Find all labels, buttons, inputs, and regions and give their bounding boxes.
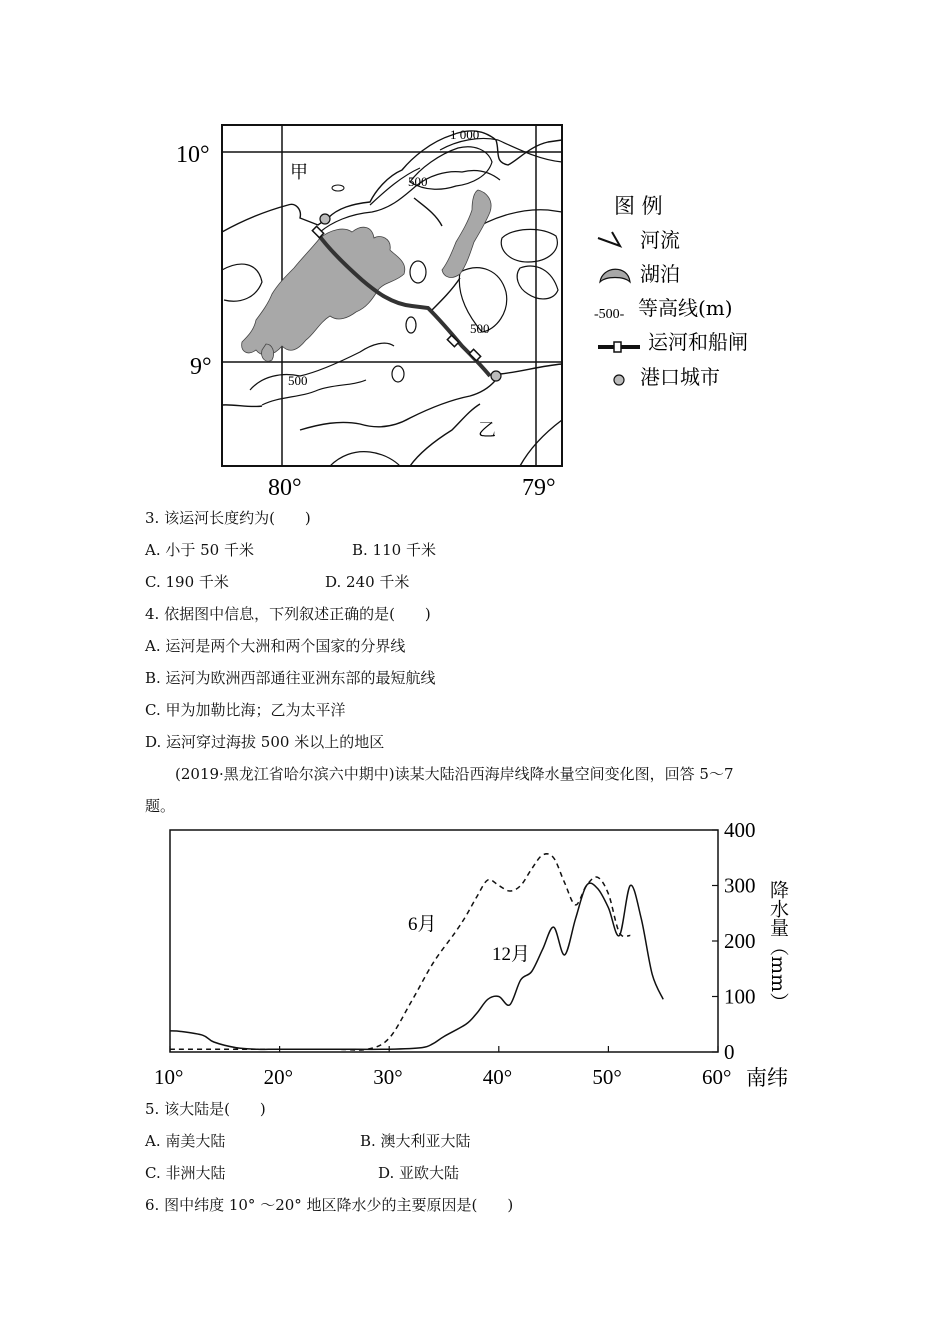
- q3-option-b: B. 110 千米: [352, 541, 436, 559]
- q3-option-a: A. 小于 50 千米: [145, 541, 254, 559]
- x-axis-ticks: [154, 1046, 731, 1089]
- y-axis-ticks: [712, 818, 756, 1064]
- q4-option-b: B. 运河为欧洲西部通往亚洲东部的最短航线: [145, 669, 436, 687]
- q4-option-d: D. 运河穿过海拔 500 米以上的地区: [145, 733, 385, 751]
- lake-alajuela: [442, 190, 491, 277]
- legend-river-label: 河流: [640, 228, 680, 252]
- q5-option-a: A. 南美大陆: [145, 1132, 226, 1150]
- y-tick-label: 400: [724, 818, 756, 842]
- legend-lake-label: 湖泊: [640, 262, 680, 286]
- contour-label-500-north: 500: [408, 174, 428, 189]
- lon-label-80: 80°: [268, 475, 302, 501]
- legend-contour-symbol: -500-: [594, 307, 625, 322]
- y-tick-label: 0: [724, 1040, 735, 1064]
- lon-label-79: 79°: [522, 475, 556, 501]
- legend-canal-label: 运河和船闸: [648, 330, 748, 354]
- port-city-north: [320, 214, 330, 224]
- x-tick-label: 50°: [592, 1065, 622, 1089]
- port-city-south: [491, 371, 501, 381]
- contour-label-500-south: 500: [288, 373, 308, 388]
- x-tick-label: 40°: [482, 1065, 513, 1089]
- lat-label-9: 9°: [190, 354, 212, 380]
- x-axis-unit: 南纬: [746, 1066, 788, 1090]
- y-tick-label: 200: [724, 929, 756, 953]
- closed-contour-3: [332, 185, 344, 191]
- q5-option-b: B. 澳大利亚大陆: [360, 1132, 471, 1150]
- lat-label-10: 10°: [176, 142, 210, 168]
- legend-title: 图 例: [614, 194, 663, 218]
- series-june-line: [170, 854, 630, 1050]
- coastline-south-3: [330, 452, 400, 466]
- legend-river-icon: [598, 232, 620, 246]
- canal-lock-1: [312, 226, 323, 237]
- contour-east-4: [517, 266, 558, 299]
- x-tick-label: 20°: [263, 1065, 294, 1089]
- label-yi: 乙: [478, 420, 496, 441]
- q6-stem: 6. 图中纬度 10° ～20° 地区降水少的主要原因是( ): [145, 1196, 514, 1214]
- contour-east-2: [501, 229, 557, 262]
- contour-label-500-east: 500: [470, 321, 490, 336]
- q5-stem: 5. 该大陆是( ): [145, 1100, 266, 1118]
- legend-lake-icon: [600, 269, 630, 282]
- closed-contour-1: [410, 261, 426, 283]
- series-december-label: 12月: [492, 944, 531, 965]
- q4-option-a: A. 运河是两个大洲和两个国家的分界线: [145, 637, 406, 655]
- series-june-label: 6月: [408, 914, 437, 935]
- q3-option-d: D. 240 千米: [325, 573, 410, 591]
- closed-contour-4: [406, 317, 416, 333]
- intro-line-1: (2019·黑龙江省哈尔滨六中期中)读某大陆沿西海岸线降水量空间变化图，回答 5～7: [175, 765, 734, 783]
- q5-option-d: D. 亚欧大陆: [378, 1164, 460, 1182]
- canal-lock-3: [469, 349, 480, 360]
- contour-500-south: [262, 380, 366, 405]
- q4-stem: 4. 依据图中信息，下列叙述正确的是( ): [145, 605, 431, 623]
- q3-stem: 3. 该运河长度约为( ): [145, 509, 311, 527]
- legend-contour-label: 等高线(m): [638, 296, 733, 320]
- legend-canal-lock: [614, 342, 621, 352]
- y-axis-label: 降水量（mm）: [767, 880, 789, 1012]
- series-december-line: [170, 883, 663, 1049]
- intro-line-2: 题。: [145, 797, 176, 815]
- contour-label-1000: 1 000: [450, 127, 480, 142]
- x-tick-label: 10°: [154, 1065, 184, 1089]
- closed-contour-2: [392, 366, 404, 382]
- legend-port-icon: [614, 375, 624, 385]
- contour-southwest-1: [222, 264, 262, 301]
- lake-gatun: [242, 227, 405, 355]
- x-tick-label: 30°: [373, 1065, 403, 1089]
- canal-map: [0, 0, 950, 510]
- q5-option-c: C. 非洲大陆: [145, 1164, 226, 1182]
- legend-port-label: 港口城市: [640, 365, 720, 389]
- y-tick-label: 100: [724, 984, 756, 1009]
- chart-frame: [170, 830, 718, 1052]
- q3-option-c: C. 190 千米: [145, 573, 229, 591]
- x-tick-label: 60°: [702, 1065, 732, 1089]
- y-tick-label: 300: [724, 873, 756, 898]
- q4-option-c: C. 甲为加勒比海；乙为太平洋: [145, 701, 346, 719]
- label-jia: 甲: [290, 162, 308, 183]
